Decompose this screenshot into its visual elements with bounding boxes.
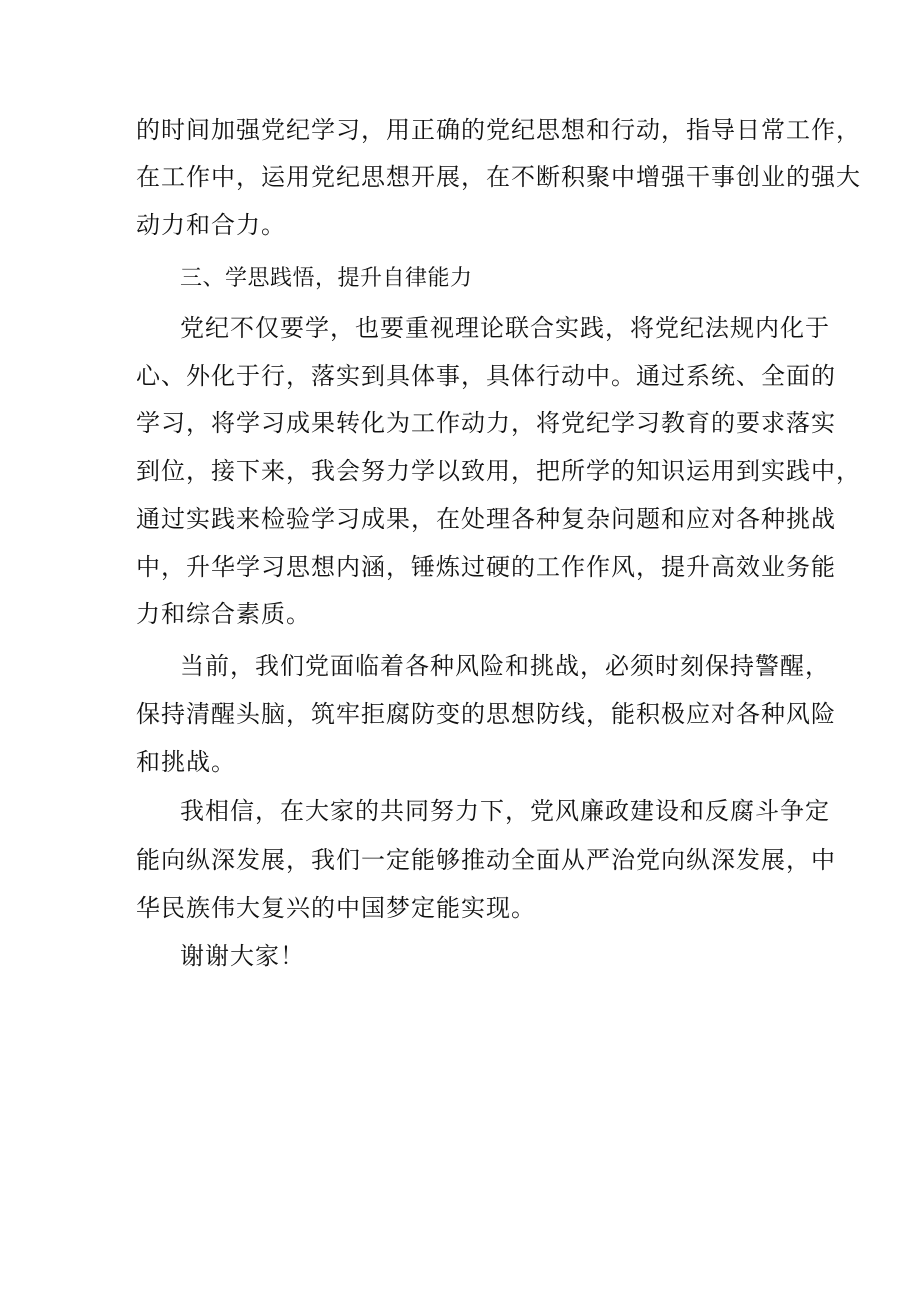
paragraph-line: 党纪不仅要学，也要重视理论联合实践，将党纪法规内化于 xyxy=(180,314,830,342)
paragraph-line: 动力和合力。 xyxy=(136,211,286,239)
paragraph-line: 在工作中，运用党纪思想开展，在不断积聚中增强干事创业的强大 xyxy=(136,163,861,191)
paragraph-line: 到位，接下来，我会努力学以致用，把所学的知识运用到实践中， xyxy=(136,457,861,485)
paragraph-line: 的时间加强党纪学习，用正确的党纪思想和行动，指导日常工作， xyxy=(136,116,861,144)
paragraph-line: 力和综合素质。 xyxy=(136,600,311,628)
closing-line: 谢谢大家！ xyxy=(180,942,305,970)
paragraph-line: 保持清醒头脑，筑牢拒腐防变的思想防线，能积极应对各种风险 xyxy=(136,700,836,728)
paragraph-line: 华民族伟大复兴的中国梦定能实现。 xyxy=(136,894,536,922)
paragraph-line: 我相信，在大家的共同努力下，党风廉政建设和反腐斗争定 xyxy=(180,797,830,825)
section-heading: 三、学思践悟，提升自律能力 xyxy=(180,266,473,291)
paragraph-line: 能向纵深发展，我们一定能够推动全面从严治党向纵深发展，中 xyxy=(136,846,836,874)
paragraph-line: 学习，将学习成果转化为工作动力，将党纪学习教育的要求落实 xyxy=(136,409,836,437)
paragraph-line: 和挑战。 xyxy=(136,748,236,776)
paragraph-line: 通过实践来检验学习成果，在处理各种复杂问题和应对各种挑战 xyxy=(136,505,836,533)
paragraph-line: 中，升华学习思想内涵，锤炼过硬的工作作风，提升高效业务能 xyxy=(136,553,836,581)
paragraph-line: 心、外化于行，落实到具体事，具体行动中。通过系统、全面的 xyxy=(136,362,836,390)
paragraph-line: 当前，我们党面临着各种风险和挑战，必须时刻保持警醒， xyxy=(180,652,830,680)
